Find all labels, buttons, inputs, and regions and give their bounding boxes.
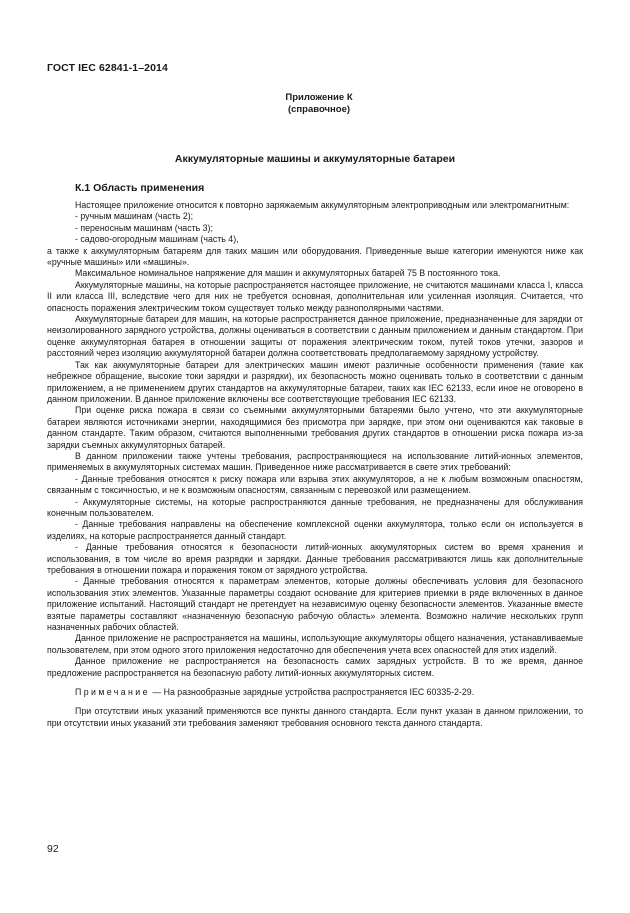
annex-heading: [0, 92, 630, 116]
list-item: - садово-огородным машинам (часть 4),: [75, 234, 239, 245]
list-item: - Данные требования относятся к параметрам элементов, которые должны обеспечивать условия для безопасного использования этих элементов. Указанные параметры создают основание для критериев приемки в ряде включенных в данное приложение испытаний. Настоящий стандарт не претендует на независимую оценку безопасности элементов. Указанные вместе взятые параметры составляют «назначенную безопасную рабочую область» элемента. Возможно наличие нескольких групп назначенных рабочих областей.: [47, 576, 583, 633]
paragraph: В данном приложении также учтены требования, распространяющиеся на использование литий-ионных элементов, применяемых в аккумуляторных системах машин. Приведенное ниже рассматривается в свете этих требований:: [47, 450, 583, 473]
standard-header: ГОСТ IEC 62841-1–2014: [47, 62, 168, 74]
paragraph: При оценке риска пожара в связи со съемными аккумуляторными батареями было учтено, что эти аккумуляторные батареи являются источниками энергии, находящимися без присмотра при зарядке, при этом они оцениваются как таковые в данном стандарте. Таким образом, считаются выполненными требования других стандартов в отношении риска пожара из-за зарядки съемных аккумуляторных батарей.: [47, 405, 583, 450]
section-heading: К.1 Область применения: [75, 182, 205, 194]
paragraph: Аккумуляторные машины, на которые распространяется настоящее приложение, не считаются машинами класса I, класса II или класса III, вследствие чего для них не требуется основная, дополнительная или усиленная изоляция. Считается, что опасность поражения электрическим током существует только между разнополярными частями.: [47, 279, 583, 313]
paragraph: а также к аккумуляторным батареям для таких машин или оборудования. Приведенные выше категории именуются ниже как «ручные машины» или «машины».: [47, 245, 583, 268]
paragraph: Аккумуляторные батареи для машин, на которые распространяется данное приложение, предназначенные для зарядки от неизолированного зарядного устройства, должны оцениваться в соответствии с данным приложением и данным стандартом. При оценке аккумуляторная батарея в отношении защиты от поражения электрическим током, путей токов утечки, зазоров и расстояний через изоляцию аккумуляторной батареи должна соответствовать предполагаемому зарядному устройству.: [47, 314, 583, 359]
annex-title: Аккумуляторные машины и аккумуляторные батареи: [174, 153, 456, 165]
annex-status: (справочное): [287, 104, 351, 115]
list-item: - Данные требования относятся к риску пожара или взрыва этих аккумуляторов, а не к любым возможным опасностям, связанным с токсичностью, и не к возможным опасностям, связанным с перевозкой или размещением.: [47, 473, 583, 496]
paragraph: Данное приложение не распространяется на безопасность самих зарядных устройств. В то же время, данное предложение распространяется на безопасную работу литий-ионных аккумуляторных систем.: [47, 656, 583, 678]
body-text: [47, 200, 583, 729]
closing-paragraph: При отсутствии иных указаний применяются все пункты данного стандарта. Если пункт указан в данном приложении, то при отсутствии иных указаний эти требования заменяют требования основного текста данного стандарта.: [47, 706, 583, 728]
note-text: — На разнообразные зарядные устройства распространяется IEC 60335-2-29.: [149, 687, 475, 698]
list-item: - ручным машинам (часть 2);: [75, 211, 194, 222]
annex-label: Приложение К: [285, 92, 353, 103]
page-number: 92: [47, 843, 59, 855]
paragraph: Данное приложение не распространяется на машины, использующие аккумуляторы общего назначения, устанавливаемые пользователем, при этом одного этого приложения недостаточно для обеспечения учета всех опасностей для этих изделий.: [47, 633, 583, 655]
list-item: - переносным машинам (часть 3);: [75, 222, 213, 233]
note: [47, 687, 583, 698]
note-label: Примечание: [75, 687, 150, 698]
list-item: - Данные требования направлены на обеспечение комплексной оценки аккумулятора, только если он используется в изделиях, на которые распространяется данный стандарт.: [47, 519, 583, 541]
paragraph: Так как аккумуляторные батареи для электрических машин имеют различные особенности применения (такие как небрежное обращение, высокие токи зарядки и разрядки), их безопасность можно оценивать только в соответствии с данным приложением, а не применением других стандартов на аккумуляторные батареи, таких как IEC 62133, если иное не оговорено в данном приложении. В данное приложение включены все соответствующие требования IEC 62133.: [47, 359, 583, 404]
list-item: - Данные требования относятся к безопасности литий-ионных аккумуляторных систем во время хранения и использования, в том числе во время разрядки и зарядки. Данные требования рассматриваются лишь как дополнительные требования в отношении пожара и поражения током от зарядного устройства.: [47, 542, 583, 575]
paragraph: Максимальное номинальное напряжение для машин и аккумуляторных батарей 75 В постоянного тока.: [75, 268, 501, 279]
paragraph: Настоящее приложение относится к повторно заряжаемым аккумуляторным электроприводным или электромагнитным:: [75, 200, 570, 210]
list-item: - Аккумуляторные системы, на которые распространяются данные требования, не предназначены для обслуживания конечным пользователем.: [47, 496, 583, 518]
